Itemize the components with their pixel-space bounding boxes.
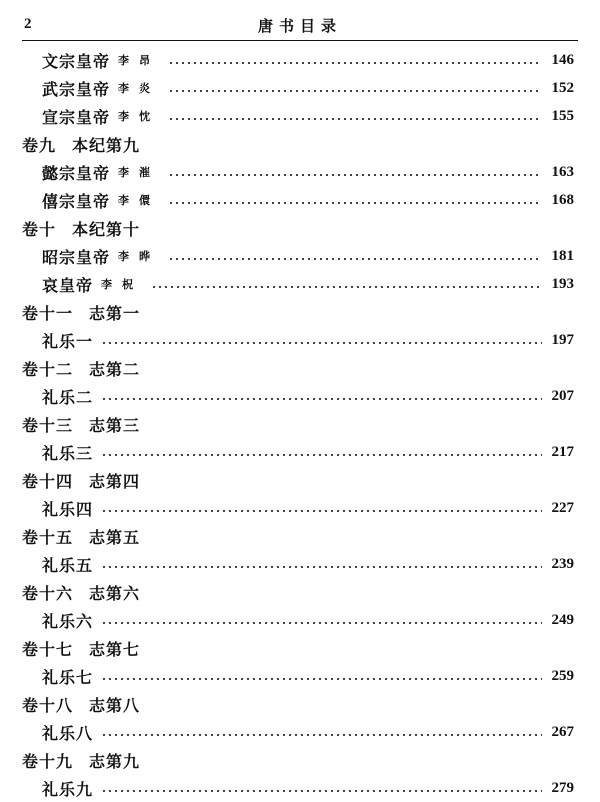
emperor-name: 李忱 [118,110,161,123]
entry-title: 礼乐六 [42,611,94,631]
dot-leader [151,286,542,288]
volume-section: 本纪第十 [72,219,141,239]
dot-leader [168,62,542,64]
toc-entry[interactable] [22,326,574,354]
emperor-name: 李柷 [101,278,144,291]
toc-volume-heading [22,634,574,662]
entry-page-number: 155 [551,107,574,124]
volume-number: 卷十五 [22,527,74,547]
toc-entry[interactable] [22,438,574,466]
entry-title: 宣宗皇帝 [42,107,111,127]
table-of-contents [22,46,574,802]
page-number: 2 [24,16,32,32]
entry-title: 礼乐二 [42,387,94,407]
entry-title: 昭宗皇帝 [42,247,111,267]
toc-volume-heading [22,410,574,438]
volume-number: 卷十二 [22,359,74,379]
volume-section: 志第五 [89,527,141,547]
dot-leader [168,118,542,120]
toc-entry[interactable] [22,494,574,522]
toc-volume-heading [22,746,574,774]
entry-page-number: 168 [551,191,574,208]
emperor-name: 李晔 [118,250,161,263]
entry-title: 礼乐九 [42,779,94,799]
toc-entry[interactable] [22,662,574,690]
entry-page-number: 227 [551,499,574,516]
toc-entry[interactable] [22,270,574,298]
entry-page-number: 163 [551,163,574,180]
toc-entry[interactable] [22,606,574,634]
entry-title: 僖宗皇帝 [42,191,111,211]
volume-number: 卷十七 [22,639,74,659]
entry-page-number: 217 [551,443,574,460]
entry-title: 文宗皇帝 [42,51,111,71]
toc-volume-heading [22,522,574,550]
entry-page-number: 152 [551,79,574,96]
volume-section: 志第七 [89,639,141,659]
entry-title: 武宗皇帝 [42,79,111,99]
dot-leader [168,174,542,176]
dot-leader [101,454,542,456]
toc-entry[interactable] [22,158,574,186]
dot-leader [101,734,542,736]
emperor-name: 李漼 [118,166,161,179]
volume-section: 志第八 [89,695,141,715]
toc-volume-heading [22,466,574,494]
dot-leader [101,510,542,512]
dot-leader [101,398,542,400]
entry-page-number: 193 [551,275,574,292]
volume-section: 志第九 [89,751,141,771]
page-header [22,14,578,41]
volume-number: 卷十四 [22,471,74,491]
entry-title: 哀皇帝 [42,275,94,295]
toc-volume-heading [22,130,574,158]
entry-page-number: 207 [551,387,574,404]
volume-number: 卷十 [22,219,57,239]
entry-page-number: 267 [551,723,574,740]
toc-volume-heading [22,214,574,242]
volume-number: 卷十一 [22,303,74,323]
volume-number: 卷十六 [22,583,74,603]
dot-leader [101,678,542,680]
entry-page-number: 181 [551,247,574,264]
entry-title: 礼乐一 [42,331,94,351]
volume-number: 卷十三 [22,415,74,435]
volume-section: 志第四 [89,471,141,491]
toc-entry[interactable] [22,46,574,74]
entry-page-number: 239 [551,555,574,572]
entry-page-number: 279 [551,779,574,796]
entry-page-number: 197 [551,331,574,348]
dot-leader [101,622,542,624]
toc-entry[interactable] [22,102,574,130]
toc-entry[interactable] [22,242,574,270]
volume-section: 志第六 [89,583,141,603]
entry-title: 礼乐三 [42,443,94,463]
volume-section: 志第一 [89,303,141,323]
volume-section: 志第三 [89,415,141,435]
entry-page-number: 259 [551,667,574,684]
entry-title: 礼乐八 [42,723,94,743]
volume-number: 卷十九 [22,751,74,771]
entry-page-number: 249 [551,611,574,628]
toc-entry[interactable] [22,382,574,410]
toc-entry[interactable] [22,186,574,214]
toc-entry[interactable] [22,718,574,746]
emperor-name: 李炎 [118,82,161,95]
emperor-name: 李儇 [118,194,161,207]
dot-leader [168,90,542,92]
toc-entry[interactable] [22,74,574,102]
entry-title: 礼乐五 [42,555,94,575]
toc-volume-heading [22,690,574,718]
dot-leader [168,258,542,260]
entry-title: 礼乐四 [42,499,94,519]
dot-leader [101,342,542,344]
volume-section: 志第二 [89,359,141,379]
volume-number: 卷十八 [22,695,74,715]
volume-section: 本纪第九 [72,135,141,155]
volume-number: 卷九 [22,135,57,155]
entry-title: 懿宗皇帝 [42,163,111,183]
entry-page-number: 146 [551,51,574,68]
toc-volume-heading [22,578,574,606]
entry-title: 礼乐七 [42,667,94,687]
emperor-name: 李昂 [118,54,161,67]
toc-entry[interactable] [22,774,574,802]
dot-leader [168,202,542,204]
toc-entry[interactable] [22,550,574,578]
toc-volume-heading [22,354,574,382]
running-title: 唐书目录 [257,17,342,35]
dot-leader [101,566,542,568]
dot-leader [101,790,542,792]
toc-volume-heading [22,298,574,326]
